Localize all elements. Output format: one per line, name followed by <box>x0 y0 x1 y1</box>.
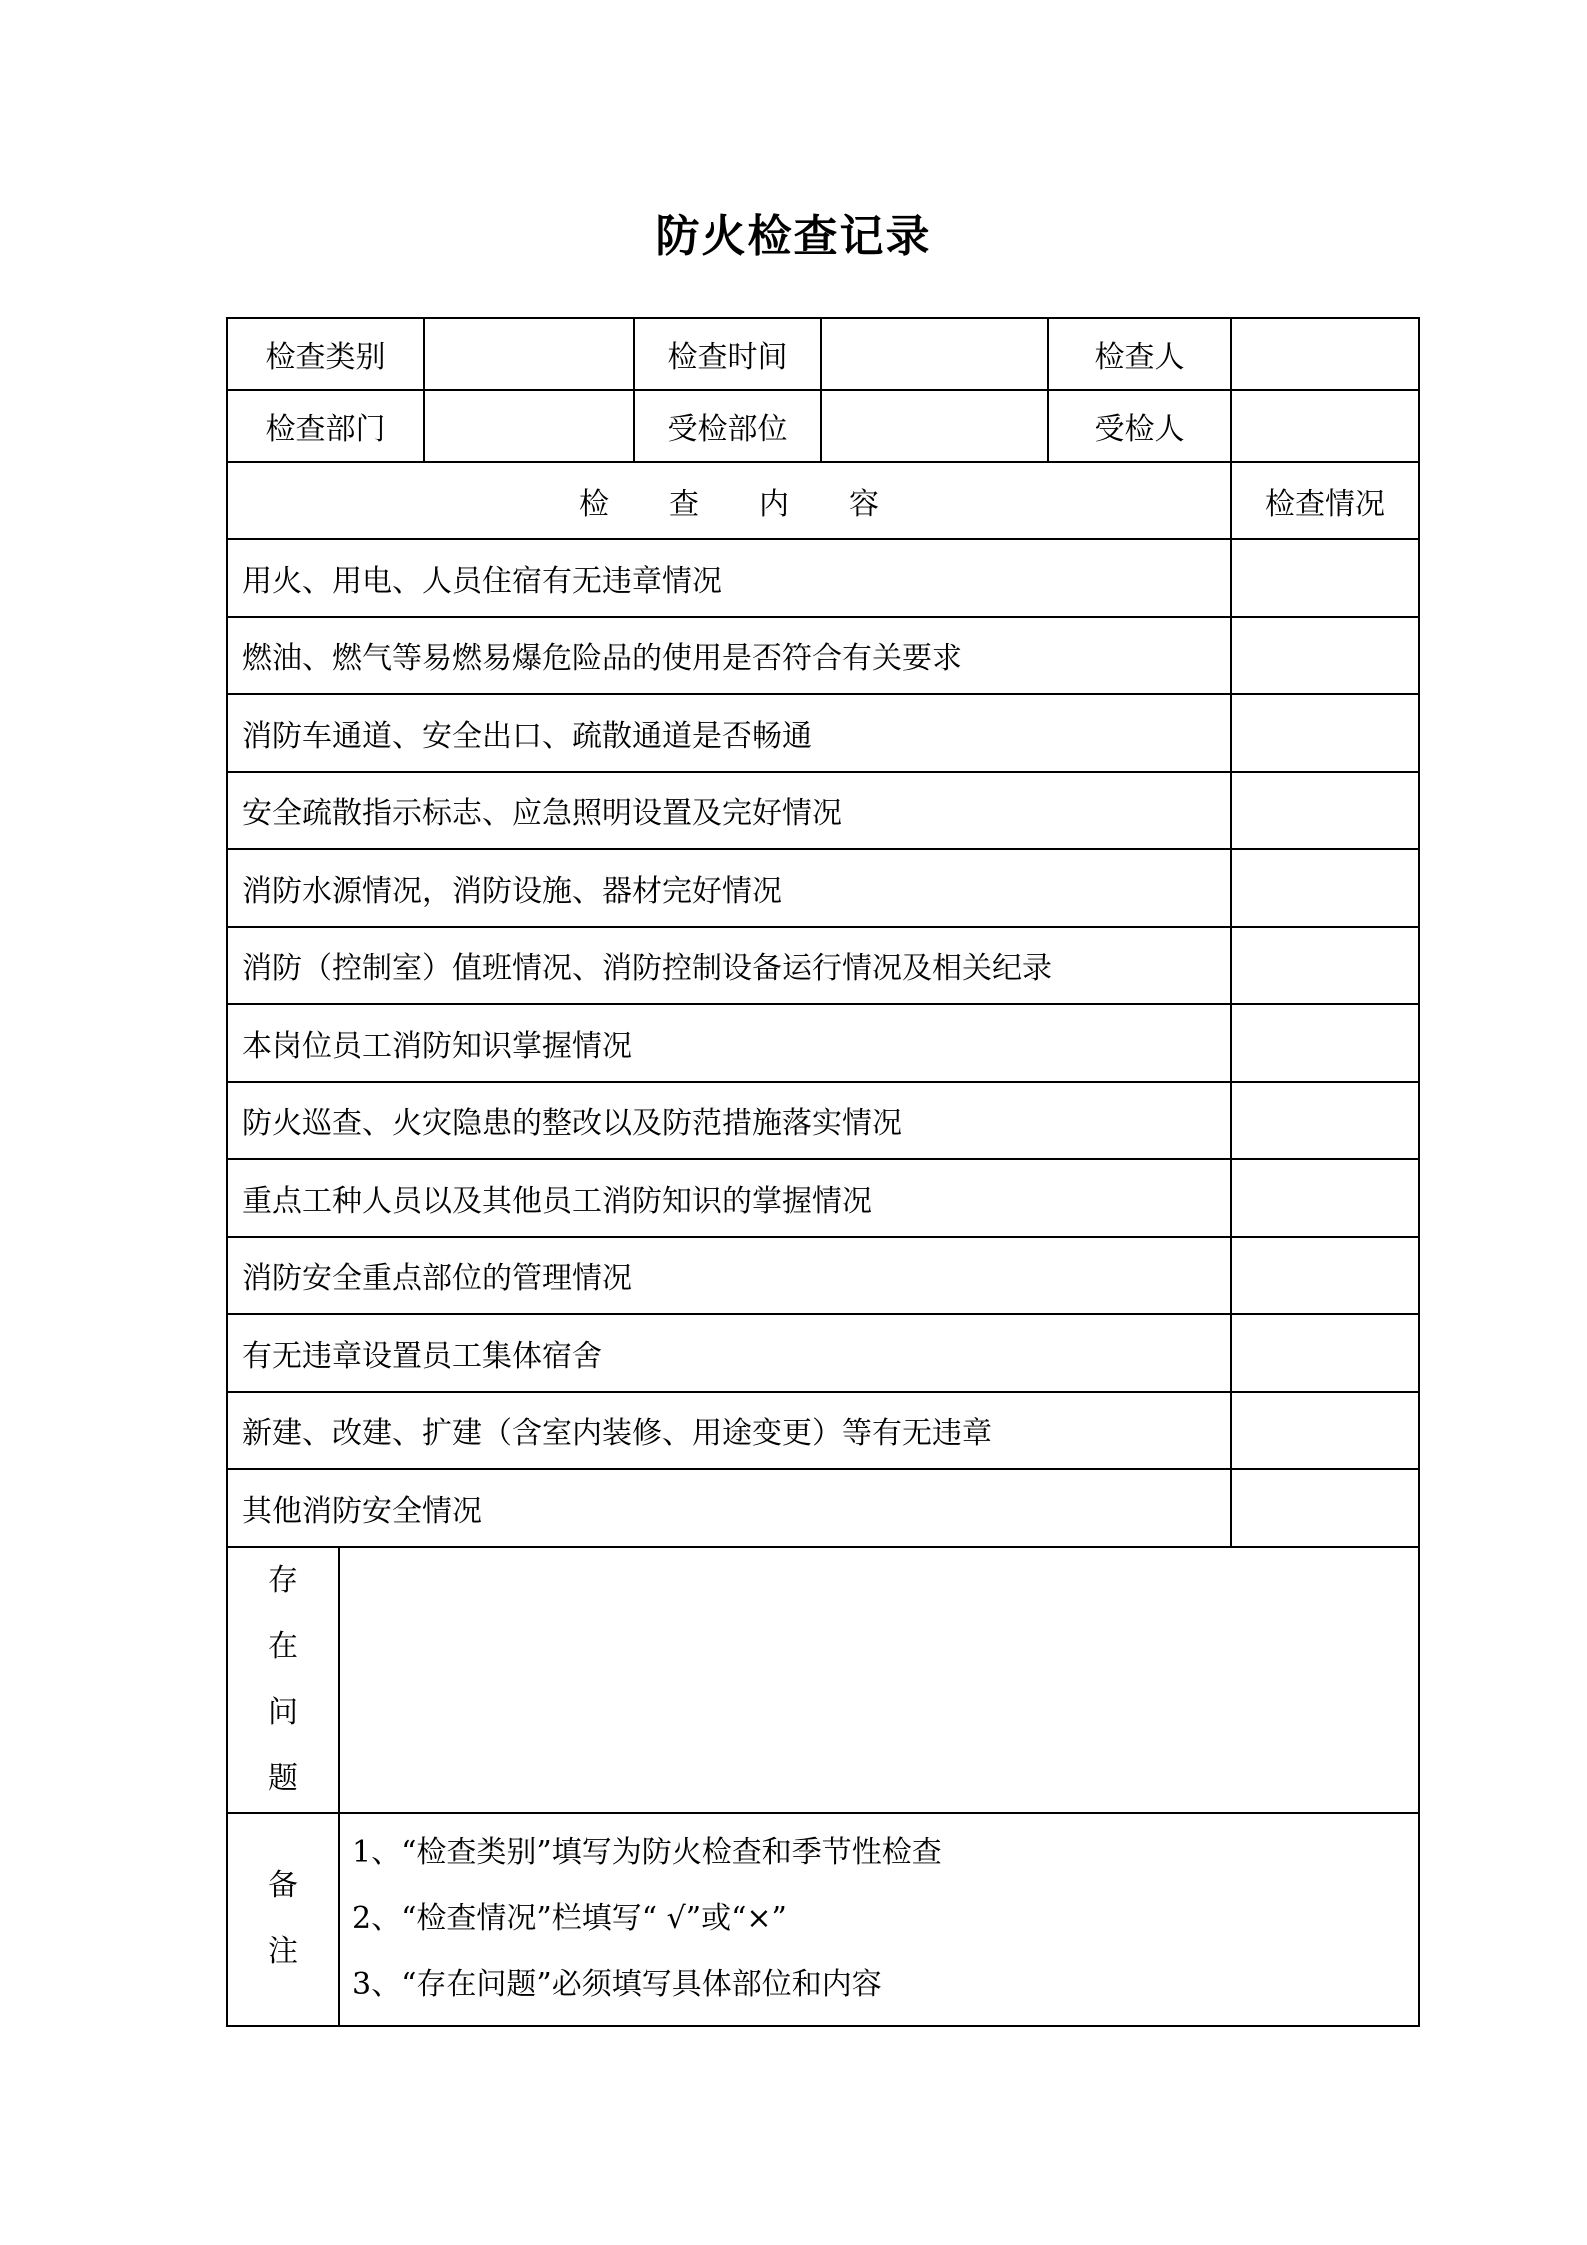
check-item-label: 有无违章设置员工集体宿舍 <box>227 1314 1231 1392</box>
check-item-label: 用火、用电、人员住宿有无违章情况 <box>227 539 1231 617</box>
check-status-cell[interactable] <box>1231 617 1419 695</box>
check-item-label: 消防水源情况，消防设施、器材完好情况 <box>227 849 1231 927</box>
table-row <box>227 1159 1419 1237</box>
check-time-label: 检查时间 <box>634 318 821 390</box>
table-row <box>227 1314 1419 1392</box>
check-item-label: 新建、改建、扩建（含室内装修、用途变更）等有无违章 <box>227 1392 1231 1470</box>
inspected-area-field[interactable] <box>821 390 1048 462</box>
check-item-label: 安全疏散指示标志、应急照明设置及完好情况 <box>227 772 1231 850</box>
check-status-cell[interactable] <box>1231 772 1419 850</box>
note-line: 2、“检查情况”栏填写“ √”或“×” <box>352 1901 787 1936</box>
table-row <box>227 927 1419 1005</box>
table-row <box>227 539 1419 617</box>
status-header: 检查情况 <box>1231 462 1419 539</box>
inspection-form-table <box>226 317 1420 2027</box>
header-row-2 <box>227 390 1419 462</box>
inspectee-label: 受检人 <box>1048 390 1231 462</box>
table-row <box>227 1237 1419 1315</box>
notes-row <box>227 1813 1419 2026</box>
check-status-cell[interactable] <box>1231 539 1419 617</box>
check-status-cell[interactable] <box>1231 1237 1419 1315</box>
table-row <box>227 1082 1419 1160</box>
table-row <box>227 617 1419 695</box>
page-title: 防火检查记录 <box>655 211 932 262</box>
notes-content <box>339 1813 1419 2026</box>
check-time-field[interactable] <box>821 318 1048 390</box>
notes-label: 备 注 <box>227 1813 339 2026</box>
issues-field[interactable] <box>339 1547 1419 1813</box>
table-row <box>227 849 1419 927</box>
check-type-field[interactable] <box>424 318 634 390</box>
check-status-cell[interactable] <box>1231 1392 1419 1470</box>
inspectee-field[interactable] <box>1231 390 1419 462</box>
note-line: 1、“检查类别”填写为防火检查和季节性检查 <box>352 1835 942 1870</box>
table-row <box>227 1469 1419 1547</box>
header-row-1 <box>227 318 1419 390</box>
check-status-cell[interactable] <box>1231 1469 1419 1547</box>
table-row <box>227 1004 1419 1082</box>
check-item-label: 重点工种人员以及其他员工消防知识的掌握情况 <box>227 1159 1231 1237</box>
table-row <box>227 1392 1419 1470</box>
check-status-cell[interactable] <box>1231 1159 1419 1237</box>
note-line: 3、“存在问题”必须填写具体部位和内容 <box>352 1967 882 2002</box>
inspector-field[interactable] <box>1231 318 1419 390</box>
check-status-cell[interactable] <box>1231 1004 1419 1082</box>
check-status-cell[interactable] <box>1231 1314 1419 1392</box>
check-status-cell[interactable] <box>1231 927 1419 1005</box>
check-item-label: 消防（控制室）值班情况、消防控制设备运行情况及相关纪录 <box>227 927 1231 1005</box>
check-item-label: 消防车通道、安全出口、疏散通道是否畅通 <box>227 694 1231 772</box>
check-item-label: 防火巡查、火灾隐患的整改以及防范措施落实情况 <box>227 1082 1231 1160</box>
inspector-label: 检查人 <box>1048 318 1231 390</box>
check-status-cell[interactable] <box>1231 694 1419 772</box>
check-dept-label: 检查部门 <box>227 390 424 462</box>
check-item-label: 消防安全重点部位的管理情况 <box>227 1237 1231 1315</box>
check-item-label: 其他消防安全情况 <box>227 1469 1231 1547</box>
table-row <box>227 772 1419 850</box>
inspected-area-label: 受检部位 <box>634 390 821 462</box>
check-status-cell[interactable] <box>1231 1082 1419 1160</box>
content-header <box>227 462 1231 539</box>
issues-label: 存 在 问 题 <box>227 1547 339 1813</box>
content-header-text: 检查内容 <box>579 486 939 522</box>
check-item-label: 本岗位员工消防知识掌握情况 <box>227 1004 1231 1082</box>
table-row <box>227 694 1419 772</box>
check-status-cell[interactable] <box>1231 849 1419 927</box>
issues-row <box>227 1547 1419 1813</box>
check-dept-field[interactable] <box>424 390 634 462</box>
check-item-label: 燃油、燃气等易燃易爆危险品的使用是否符合有关要求 <box>227 617 1231 695</box>
check-type-label: 检查类别 <box>227 318 424 390</box>
content-header-row <box>227 462 1419 539</box>
